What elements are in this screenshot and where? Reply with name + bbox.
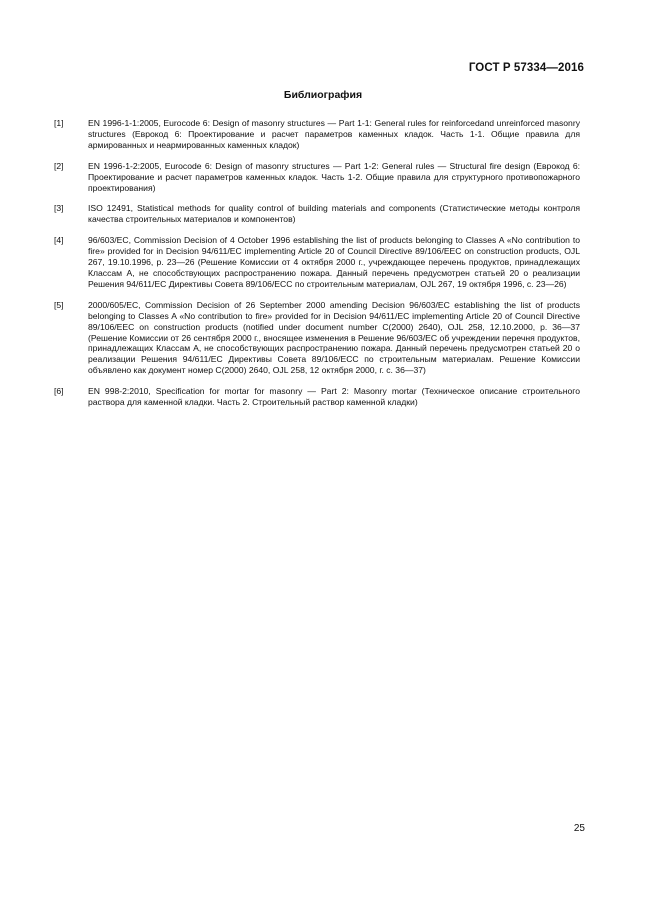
bibliography-list: [54, 118, 580, 418]
entry-number: [1]: [54, 118, 64, 128]
entry-number: [4]: [54, 235, 64, 246]
bibliography-entry: [54, 235, 580, 290]
page-number: 25: [573, 823, 585, 834]
entry-number: [2]: [54, 160, 64, 171]
bibliography-entry: [54, 300, 580, 376]
section-title: Библиография: [283, 89, 363, 101]
entry-text: EN 1996-1-2:2005, Eurocode 6: Design of masonry structures — Part 1-2: General rules — Structural fire design (Еврокод 6: Проектирование и расчет параметров каменных кладок. Часть 1-2. Общие правила для структурного противопожарного проектирования): [88, 160, 580, 193]
entry-text: ISO 12491, Statistical methods for quality control of building materials and components (Статистические методы контроля качества строительных материалов и компонентов): [88, 203, 580, 225]
bibliography-entry: [54, 161, 580, 194]
entry-text: EN 998-2:2010, Specification for mortar for masonry — Part 2: Masonry mortar (Техническое описание строительного раствора для каменной кладки. Часть 2. Строительный раствор каменной кладки): [88, 386, 580, 408]
entry-text: 96/603/EC, Commission Decision of 4 October 1996 establishing the list of products belonging to Classes A «No contribution to fire» provided for in Decision 94/611/EC implementing Article 20 of Council Directive 89/106/EEC on construction products, OJL 267, 19.10.1996, p. 23—26 (Решение Комиссии от 4 октября 2000 г., учреждающее перечень продуктов, принадлежащих Классам А, не способствующих распространению пожара. Данный перечень предусмотрен статьей 20 о реализации Решения 94/611/EC Директивы Совета 89/106/ЕСС по строительным материалам, OJL 267, 19 октября 1996, с. 23—26): [88, 235, 580, 289]
entry-number: [6]: [54, 386, 64, 397]
entry-text: 2000/605/EC, Commission Decision of 26 September 2000 amending Decision 96/603/EC establishing the list of products belonging to Classes A «No contribution to fire» provided for in Decision 94/611/EC implementing Article 20 of Council Directive 89/106/EEC on construction products (notified under document number C(2000) 2640), OJL 258, 12.10.2000, p. 36—37 (Решение Комиссии от 26 сентября 2000 г., вносящее изменения в Решение 96/603/EC об учреждении перечня продуктов, принадлежащих Классам А, не способствующих распространению пожара. Данный перечень предусмотрен статьей 20 о реализации Решения 94/611/EC Директивы Совета 89/106/ЕСС по строительным материалам. Решение Комиссии объявлено как документ номер C(2000) 2640, OJL 258, 12 октября 2000, г. с. 36—37): [88, 299, 580, 376]
standard-code: ГОСТ Р 57334—2016: [468, 62, 584, 74]
entry-number: [3]: [54, 203, 64, 214]
bibliography-entry: [54, 386, 580, 408]
bibliography-entry: [54, 118, 580, 151]
entry-number: [5]: [54, 299, 64, 310]
bibliography-entry: [54, 203, 580, 225]
entry-text: EN 1996-1-1:2005, Eurocode 6: Design of masonry structures — Part 1-1: General rules for reinforcedand unreinforced masonry structures (Еврокод 6: Проектирование и расчет параметров каменных кладок. Часть 1-1. Общие правила для армированных и неармированных каменных кладок): [88, 118, 580, 150]
